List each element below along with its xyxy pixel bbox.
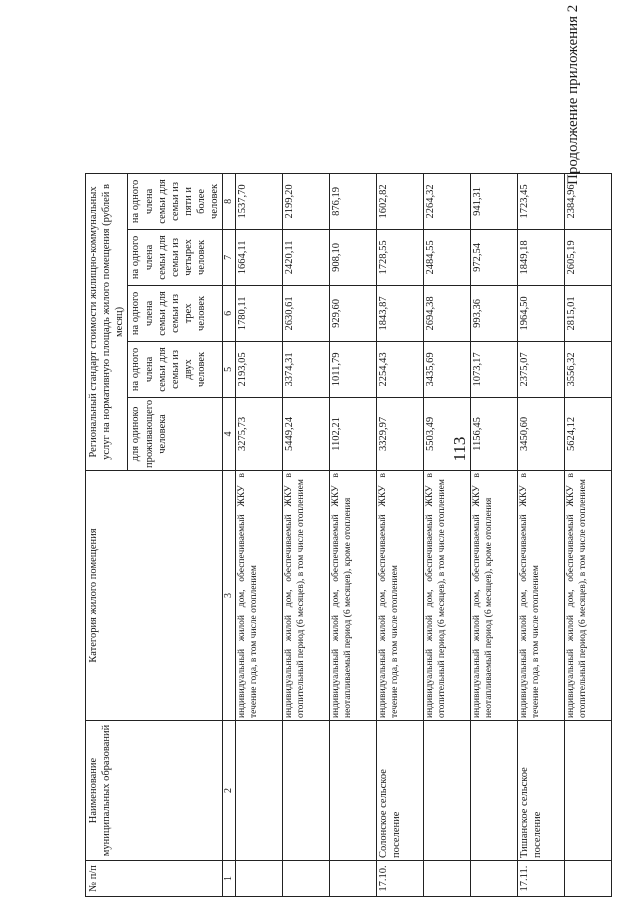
municipality-name <box>283 721 330 861</box>
column-number: 5 <box>223 341 236 397</box>
value-single: 5624,12 <box>565 397 612 470</box>
value-family-2: 3556,32 <box>565 341 612 397</box>
housing-category: индивидуальный жилой дом, обеспечиваемый ЖКУ в неотапливаемый период (6 месяцев), кроме отопления <box>330 471 377 721</box>
header-family-4: на одного члена семьи для семьи из четырех человек <box>128 229 223 285</box>
value-single: 5503,49 <box>424 397 471 470</box>
value-family-5: 2199,20 <box>283 173 330 229</box>
value-family-3: 929,60 <box>330 285 377 341</box>
header-category: Категория жилого помещения <box>86 471 223 721</box>
table-row <box>471 173 518 896</box>
housing-category: индивидуальный жилой дом, обеспечиваемый ЖКУ в течение года, в том числе отоплением <box>236 471 283 721</box>
municipality-name: Тишанское сельское поселение <box>518 721 565 861</box>
row-number: 17.10. <box>377 861 424 897</box>
table-row <box>424 173 471 896</box>
housing-category: индивидуальный жилой дом, обеспечиваемый ЖКУ в отопительный период (6 месяцев), в том числе отоплением <box>424 471 471 721</box>
appendix-continuation-label: Продолжение приложения 2 <box>565 4 581 185</box>
column-number: 3 <box>223 471 236 721</box>
value-family-4: 972,54 <box>471 229 518 285</box>
municipality-name <box>236 721 283 861</box>
housing-category: индивидуальный жилой дом, обеспечиваемый ЖКУ в отопительный период (6 месяцев), в том числе отоплением <box>283 471 330 721</box>
municipality-name <box>424 721 471 861</box>
value-family-3: 1964,50 <box>518 285 565 341</box>
row-number <box>330 861 377 897</box>
value-family-5: 2384,96 <box>565 173 612 229</box>
value-family-3: 1843,87 <box>377 285 424 341</box>
page-number: 113 <box>450 436 469 462</box>
municipality-name <box>565 721 612 861</box>
value-family-5: 1723,45 <box>518 173 565 229</box>
value-family-4: 908,10 <box>330 229 377 285</box>
value-family-5: 1537,70 <box>236 173 283 229</box>
value-family-2: 2193,05 <box>236 341 283 397</box>
row-number: 17.11. <box>518 861 565 897</box>
header-standard: Региональный стандарт стоимости жилищно-коммунальных услуг на нормативную площадь жилого помещения (рублей в месяц) <box>86 173 128 470</box>
header-family-5: на одного члена семьи для семьи из пяти и более человек <box>128 173 223 229</box>
column-number: 8 <box>223 173 236 229</box>
housing-category: индивидуальный жилой дом, обеспечиваемый ЖКУ в неотапливаемый период (6 месяцев), кроме отопления <box>471 471 518 721</box>
row-number <box>283 861 330 897</box>
table-row <box>236 173 283 896</box>
value-family-2: 1011,79 <box>330 341 377 397</box>
table-row <box>330 173 377 896</box>
value-family-2: 3374,31 <box>283 341 330 397</box>
value-single: 3275,73 <box>236 397 283 470</box>
header-family-2: на одного члена семьи для семьи из двух человек <box>128 341 223 397</box>
value-family-2: 1073,17 <box>471 341 518 397</box>
value-family-4: 1664,11 <box>236 229 283 285</box>
municipality-name <box>471 721 518 861</box>
value-single: 5449,24 <box>283 397 330 470</box>
value-family-3: 2694,38 <box>424 285 471 341</box>
header-family-3: на одного члена семьи для семьи из трех человек <box>128 285 223 341</box>
row-number <box>565 861 612 897</box>
column-number: 6 <box>223 285 236 341</box>
row-number <box>424 861 471 897</box>
value-family-4: 1849,18 <box>518 229 565 285</box>
column-number: 2 <box>223 721 236 861</box>
header-municipality: Наименование муниципальных образований <box>86 721 223 861</box>
row-number <box>236 861 283 897</box>
value-family-5: 941,31 <box>471 173 518 229</box>
value-single: 3329,97 <box>377 397 424 470</box>
value-family-5: 1602,82 <box>377 173 424 229</box>
value-single: 1156,45 <box>471 397 518 470</box>
column-number: 7 <box>223 229 236 285</box>
municipality-name <box>330 721 377 861</box>
column-number: 1 <box>223 861 236 897</box>
municipality-name: Солонское сельское поселение <box>377 721 424 861</box>
row-number <box>471 861 518 897</box>
value-family-3: 1780,11 <box>236 285 283 341</box>
table-row <box>518 173 565 896</box>
value-family-3: 993,36 <box>471 285 518 341</box>
value-family-3: 2815,01 <box>565 285 612 341</box>
column-number: 4 <box>223 397 236 470</box>
value-family-4: 2605,19 <box>565 229 612 285</box>
housing-category: индивидуальный жилой дом, обеспечиваемый ЖКУ в течение года, в том числе отоплением <box>377 471 424 721</box>
value-family-2: 2254,43 <box>377 341 424 397</box>
housing-category: индивидуальный жилой дом, обеспечиваемый ЖКУ в отопительный период (6 месяцев), в том числе отоплением <box>565 471 612 721</box>
value-family-4: 2484,55 <box>424 229 471 285</box>
header-single: для одиноко проживающего человека <box>128 397 223 470</box>
value-family-5: 2264,32 <box>424 173 471 229</box>
value-family-3: 2630,61 <box>283 285 330 341</box>
value-family-2: 3435,69 <box>424 341 471 397</box>
table-row <box>565 173 612 896</box>
value-single: 3450,60 <box>518 397 565 470</box>
value-family-4: 2420,11 <box>283 229 330 285</box>
value-family-4: 1728,55 <box>377 229 424 285</box>
value-single: 1102,21 <box>330 397 377 470</box>
table-row <box>377 173 424 896</box>
header-num: № п/п <box>86 861 223 897</box>
housing-category: индивидуальный жилой дом, обеспечиваемый ЖКУ в течение года, в том числе отоплением <box>518 471 565 721</box>
housing-cost-table <box>85 173 612 897</box>
value-family-2: 2375,07 <box>518 341 565 397</box>
value-family-5: 876,19 <box>330 173 377 229</box>
table-row <box>283 173 330 896</box>
